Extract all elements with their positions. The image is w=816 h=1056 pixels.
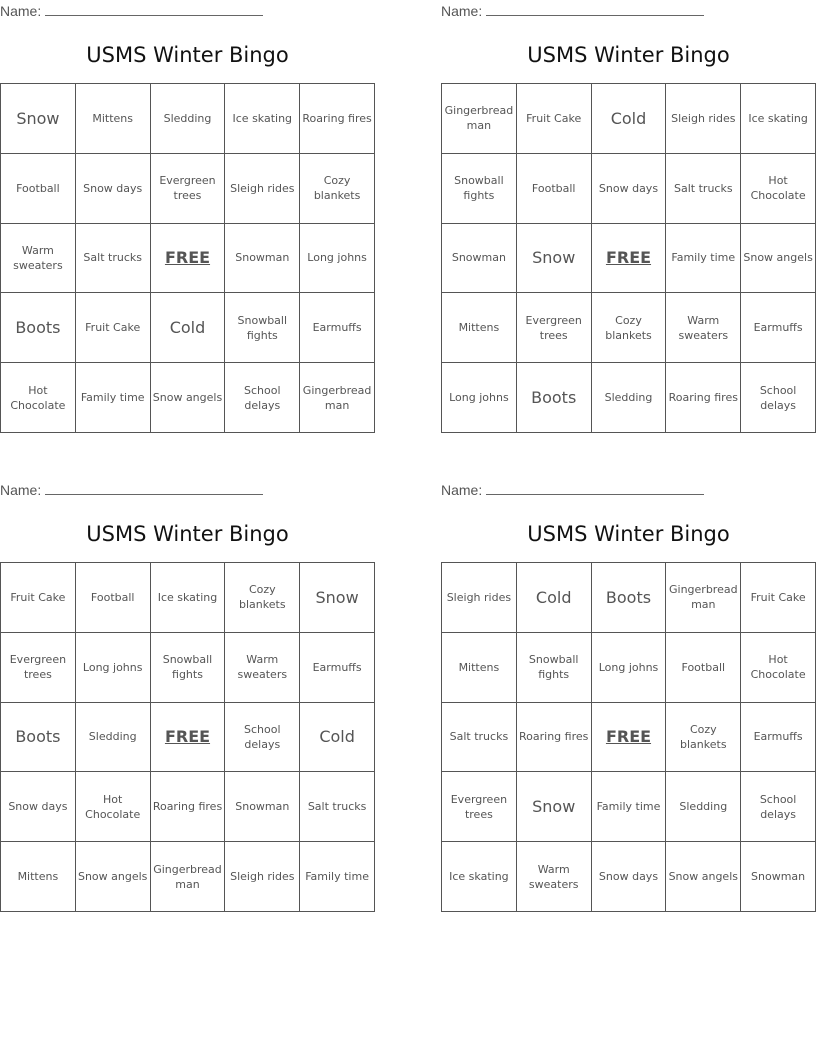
name-field [441, 482, 704, 498]
bingo-cell: Fruit Cake [76, 293, 151, 363]
bingo-cell: Salt trucks [442, 703, 517, 773]
bingo-cell: Long johns [300, 224, 375, 294]
name-field [0, 3, 263, 19]
name-label: Name: [0, 482, 42, 498]
bingo-cell: Snowman [225, 772, 300, 842]
bingo-cell: Ice skating [442, 842, 517, 912]
name-field [441, 3, 704, 19]
bingo-cell: Snow [300, 563, 375, 633]
bingo-cell: Sleigh rides [666, 84, 741, 154]
bingo-cell: Cozy blankets [592, 293, 667, 363]
bingo-cell: Boots [1, 293, 76, 363]
bingo-cell: School delays [741, 772, 816, 842]
bingo-cell: Evergreen trees [517, 293, 592, 363]
name-label: Name: [441, 3, 483, 19]
bingo-cell: Cozy blankets [300, 154, 375, 224]
bingo-cell: Evergreen trees [442, 772, 517, 842]
bingo-cell: Snow [1, 84, 76, 154]
bingo-cell: Boots [517, 363, 592, 433]
bingo-cell: Salt trucks [666, 154, 741, 224]
card-title: USMS Winter Bingo [527, 522, 730, 546]
bingo-cell: Gingerbread man [300, 363, 375, 433]
bingo-free-cell: FREE [151, 703, 226, 773]
bingo-cell: Boots [592, 563, 667, 633]
bingo-cell: Roaring fires [517, 703, 592, 773]
bingo-cell: Football [76, 563, 151, 633]
bingo-cell: Sleigh rides [442, 563, 517, 633]
bingo-cell: Boots [1, 703, 76, 773]
bingo-cell: Warm sweaters [517, 842, 592, 912]
bingo-cell: Hot Chocolate [741, 154, 816, 224]
bingo-cell: Snow [517, 224, 592, 294]
bingo-cell: Ice skating [225, 84, 300, 154]
bingo-cell: Gingerbread man [151, 842, 226, 912]
bingo-cell: Warm sweaters [666, 293, 741, 363]
bingo-cell: Warm sweaters [225, 633, 300, 703]
bingo-cell: Cold [592, 84, 667, 154]
bingo-cell: Mittens [76, 84, 151, 154]
bingo-cell: School delays [225, 703, 300, 773]
bingo-cell: Snow angels [76, 842, 151, 912]
bingo-cell: Snow angels [741, 224, 816, 294]
bingo-cell: Snow days [76, 154, 151, 224]
bingo-cell: Earmuffs [741, 703, 816, 773]
bingo-cell: Snow angels [151, 363, 226, 433]
bingo-card-4 [441, 479, 816, 913]
bingo-cell: Long johns [592, 633, 667, 703]
bingo-cell: Warm sweaters [1, 224, 76, 294]
bingo-cell: Earmuffs [741, 293, 816, 363]
bingo-cell: Sleigh rides [225, 154, 300, 224]
bingo-cell: Cold [151, 293, 226, 363]
bingo-cell: Cold [300, 703, 375, 773]
name-blank-line [45, 4, 263, 16]
bingo-cell: Sledding [76, 703, 151, 773]
bingo-grid [441, 562, 816, 912]
bingo-cell: Fruit Cake [1, 563, 76, 633]
bingo-cell: Snow days [592, 842, 667, 912]
bingo-cell: Roaring fires [666, 363, 741, 433]
bingo-cell: Long johns [442, 363, 517, 433]
bingo-cell: Snowball fights [442, 154, 517, 224]
bingo-cell: Football [1, 154, 76, 224]
bingo-cell: Earmuffs [300, 293, 375, 363]
bingo-cell: School delays [741, 363, 816, 433]
bingo-cell: Gingerbread man [666, 563, 741, 633]
bingo-card-3 [0, 479, 375, 913]
bingo-cell: Roaring fires [151, 772, 226, 842]
name-label: Name: [441, 482, 483, 498]
bingo-card-1 [0, 0, 375, 434]
bingo-cell: Family time [592, 772, 667, 842]
bingo-cell: Snowball fights [151, 633, 226, 703]
bingo-cell: Hot Chocolate [741, 633, 816, 703]
name-label: Name: [0, 3, 42, 19]
bingo-cell: Earmuffs [300, 633, 375, 703]
name-blank-line [486, 4, 704, 16]
card-title: USMS Winter Bingo [527, 43, 730, 67]
bingo-cell: Mittens [442, 293, 517, 363]
bingo-cell: Roaring fires [300, 84, 375, 154]
bingo-cell: Snow days [1, 772, 76, 842]
bingo-cell: Cozy blankets [666, 703, 741, 773]
bingo-cell: Ice skating [151, 563, 226, 633]
bingo-cell: Sledding [151, 84, 226, 154]
bingo-cell: Evergreen trees [1, 633, 76, 703]
bingo-free-cell: FREE [151, 224, 226, 294]
name-blank-line [486, 483, 704, 495]
bingo-cell: Family time [300, 842, 375, 912]
bingo-cell: Snowman [442, 224, 517, 294]
name-field [0, 482, 263, 498]
bingo-cell: Snowman [741, 842, 816, 912]
bingo-card-2 [441, 0, 816, 434]
bingo-cell: Snow days [592, 154, 667, 224]
bingo-cell: Mittens [1, 842, 76, 912]
bingo-cell: Family time [76, 363, 151, 433]
bingo-cell: Mittens [442, 633, 517, 703]
bingo-cell: Cold [517, 563, 592, 633]
bingo-free-cell: FREE [592, 703, 667, 773]
bingo-cell: Salt trucks [300, 772, 375, 842]
bingo-cell: Snow [517, 772, 592, 842]
bingo-grid [441, 83, 816, 433]
bingo-cell: Salt trucks [76, 224, 151, 294]
bingo-cell: Evergreen trees [151, 154, 226, 224]
bingo-cell: Fruit Cake [517, 84, 592, 154]
bingo-cell: Snow angels [666, 842, 741, 912]
card-title: USMS Winter Bingo [86, 43, 289, 67]
bingo-cell: Snowman [225, 224, 300, 294]
bingo-cell: Football [666, 633, 741, 703]
bingo-grid [0, 562, 375, 912]
bingo-cell: Football [517, 154, 592, 224]
bingo-cell: Fruit Cake [741, 563, 816, 633]
bingo-cell: Hot Chocolate [1, 363, 76, 433]
bingo-cell: Sledding [592, 363, 667, 433]
bingo-cell: Hot Chocolate [76, 772, 151, 842]
bingo-cell: Gingerbread man [442, 84, 517, 154]
bingo-grid [0, 83, 375, 433]
bingo-cell: Long johns [76, 633, 151, 703]
name-blank-line [45, 483, 263, 495]
bingo-cell: Family time [666, 224, 741, 294]
bingo-cell: Ice skating [741, 84, 816, 154]
bingo-cell: Sledding [666, 772, 741, 842]
bingo-cell: Snowball fights [517, 633, 592, 703]
bingo-cell: Sleigh rides [225, 842, 300, 912]
bingo-cell: Cozy blankets [225, 563, 300, 633]
bingo-cell: School delays [225, 363, 300, 433]
card-title: USMS Winter Bingo [86, 522, 289, 546]
bingo-free-cell: FREE [592, 224, 667, 294]
bingo-cell: Snowball fights [225, 293, 300, 363]
